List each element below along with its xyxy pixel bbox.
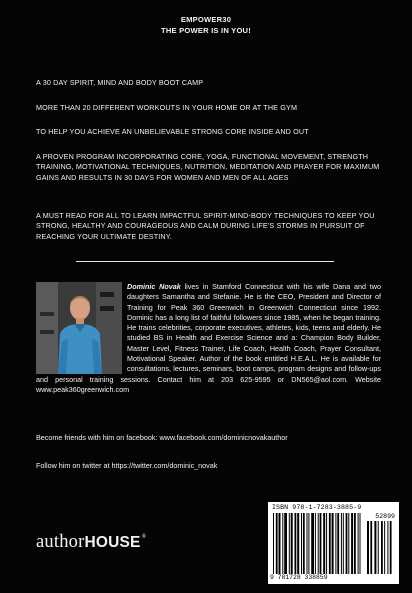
author-bio-text: lives in Stamford Connecticut with his wife Dana and two daughters Samantha and Stefanie. He is the CEO, President and Director of Training for Peak 360 Greenwich in Greenwich Connecticut since 1992. Dominic has a long list of faithful followers since 1985, when he began training. He trains celebrities, corporate executives, athletes, kids, teens and elderly. He studied BS in Health and Exercise Science and a: Champion Body Builder, Master Level, Fitness Trainer, Life Coach, Health Coach, Prayer Consultant, Motivational Speaker. Author of the book entitled H.E.A.L. He is available for consultations, lectures, seminars, boot camps, program designs and follow-ups and personal training sessions. Contact him at 203 625-9595 or DN565@aol.com. Website www.peak360greenwich.com (36, 282, 381, 394)
ean-number: 9 781728 338859 (270, 574, 328, 581)
header (0, 14, 412, 36)
addon-bars (366, 521, 395, 574)
intro-paragraph-4: A PROVEN PROGRAM INCORPORATING CORE, YOGA, FUNCTIONAL MOVEMENT, STRENGTH TRAINING, MOTIVATIONAL TECHNIQUES, NUTRITION, MEDITATION AND PRAYER FOR MAXIMUM GAINS AND RESULTS IN 30 DAYS FOR WOMEN AND MEN OF ALL AGES (36, 152, 380, 182)
isbn-text: ISBN 978-1-7283-3885-9 (272, 504, 362, 511)
author-bio (36, 282, 381, 395)
author-name: Dominic Novak (127, 282, 181, 291)
intro-paragraph-2: MORE THAN 20 DIFFERENT WORKOUTS IN YOUR HOME OR AT THE GYM (36, 103, 298, 112)
barcode (268, 502, 399, 584)
header-title: EMPOWER30 (180, 15, 232, 24)
section-divider (76, 261, 334, 262)
ean-bars (272, 513, 364, 574)
intro-paragraph-3: TO HELP YOU ACHIEVE AN UNBELIEVABLE STRONG CORE INSIDE AND OUT (36, 127, 309, 136)
photo-spacer (36, 282, 127, 374)
facebook-line: Become friends with him on facebook: www.facebook.com/dominicnovakauthor (36, 433, 288, 442)
logo-registered-mark: ® (141, 534, 147, 540)
logo-house-text: HOUSE (84, 534, 141, 551)
twitter-line: Follow him on twitter at https://twitter.com/dominic_novak (36, 461, 218, 470)
intro-paragraph-5: A MUST READ FOR ALL TO LEARN IMPACTFUL SPIRIT-MIND-BODY TECHNIQUES TO KEEP YOU STRONG, HEALTHY AND COURAGEOUS AND CALM DURING LIFE'S STORMS IN PURSUIT OF REACHING YOUR ULTIMATE DESTINY. (36, 211, 375, 241)
intro-paragraph-1: A 30 DAY SPIRIT, MIND AND BODY BOOT CAMP (36, 78, 204, 87)
price-code: 52899 (375, 513, 395, 520)
publisher-logo (36, 532, 146, 553)
logo-author-text: author (36, 532, 85, 552)
header-tagline: THE POWER IS IN YOU! (161, 26, 251, 35)
